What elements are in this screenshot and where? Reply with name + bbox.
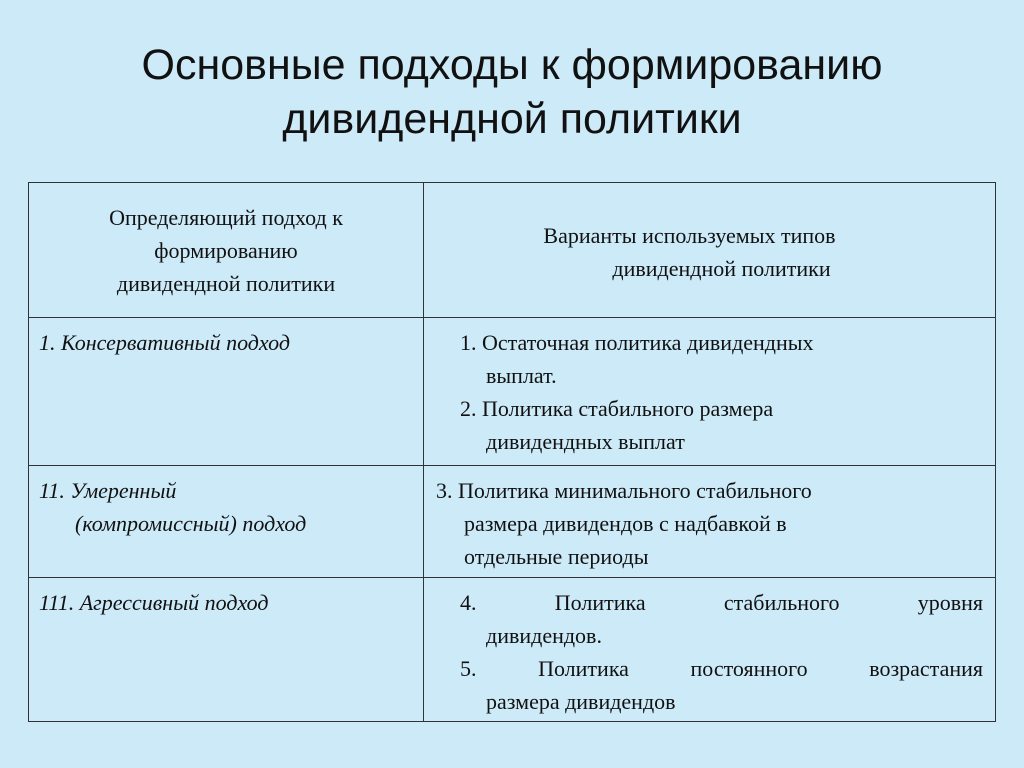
variant-text-cont: дивидендов. [486,623,602,648]
approach-cell [29,466,424,578]
variant-text: 5. Политика постоянного возрастания [460,656,983,681]
variant-item [436,474,983,573]
variant-text: 4. Политика стабильного уровня [460,590,983,615]
variant-text-cont: размера дивидендов [486,689,676,714]
variants-cell [424,318,996,466]
header-variants-line: дивидендной политики [612,256,831,281]
variant-text-cont: дивидендных выплат [486,429,685,454]
page-title [0,38,1024,146]
title-line-2: дивидендной политики [282,95,742,143]
variant-text-cont: отдельные периоды [464,544,649,569]
approach-cell [29,578,424,722]
variants-cell [424,466,996,578]
table-header-row [29,183,996,318]
approach-text: 11. Умеренный [39,478,177,503]
header-approach-line: дивидендной политики [116,271,336,296]
header-approach-line: формированию [154,238,298,263]
variant-text-cont: выплат. [486,363,557,388]
approach-cell [29,318,424,466]
table-row [29,578,996,722]
table-row [29,318,996,466]
variant-text: 3. Политика минимального стабильного [436,478,812,503]
title-line-1: Основные подходы к формированию [141,41,883,89]
header-approach-line: Определяющий подход к [109,205,343,230]
approach-text-cont: (компромиссный) подход [75,511,307,536]
approach-text: 1. Консервативный подход [39,330,290,355]
variants-cell [424,578,996,722]
variant-item [460,586,983,652]
header-variants-line: Варианты используемых типов [543,223,836,248]
header-variants [424,183,996,318]
variant-item [460,326,983,392]
variant-text: 2. Политика стабильного размера [460,396,774,421]
variant-item [460,652,983,718]
table-row [29,466,996,578]
header-approach [29,183,424,318]
variant-text: 1. Остаточная политика дивидендных [460,330,814,355]
approach-text: 111. Агрессивный подход [39,590,269,615]
variant-item [460,392,983,458]
variant-text-cont: размера дивидендов с надбавкой в [464,511,787,536]
dividend-policy-table [28,182,996,722]
